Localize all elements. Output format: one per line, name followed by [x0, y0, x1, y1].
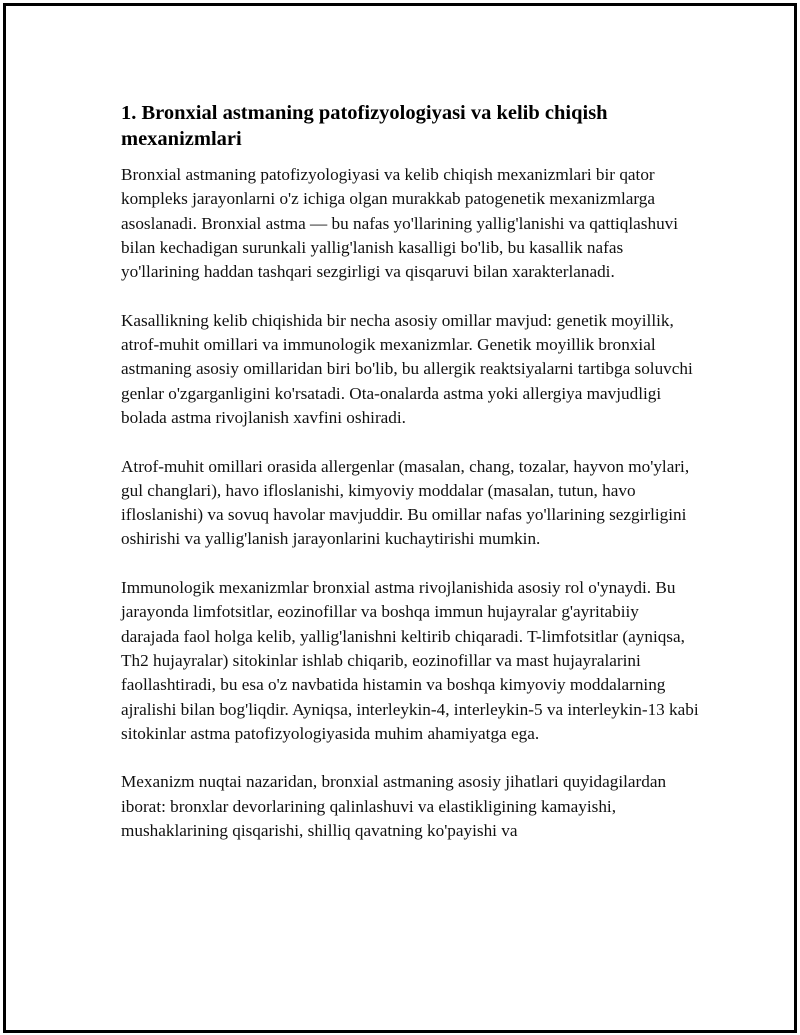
section-title: 1. Bronxial astmaning patofizyologiyasi va kelib chiqish mexanizmlari: [121, 102, 608, 150]
paragraph-2: Kasallikning kelib chiqishida bir necha asosiy omillar mavjud: genetik moyillik, atrof-muhit omillari va immunologik mexanizmlar. Genetik moyillik bronxial astmaning asosiy omillaridan biri bo'lib, bu allergik reaktsiyalarni tartibga soluvchi genlar o'zgarganligini ko'rsatadi. Ota-onalarda astma yoki allergiya mavjudligi bolada astma rivojlanish xavfini oshiradi.: [121, 310, 693, 427]
paragraph-5: Mexanizm nuqtai nazaridan, bronxial astmaning asosiy jihatlari quyidagilardan iborat: bronxlar devorlarining qalinlashuvi va elastikligining kamayishi, mushaklarining qisqarishi, shilliq qavatning ko'payishi va: [121, 772, 667, 841]
paragraph-1: Bronxial astmaning patofizyologiyasi va kelib chiqish mexanizmlari bir qator kompleks jarayonlarni o'z ichiga olgan murakkab patogenetik mexanizmlarga asoslanadi. Bronxial astma — bu nafas yo'llarining yallig'lanishi va qattiqlashuvi bilan kechadigan surunkali yallig'lanish kasalligi bo'lib, bu kasallik nafas yo'llarining haddan tashqari sezgirligi va qisqaruvi bilan xarakterlanadi.: [121, 165, 679, 282]
page-frame: [3, 3, 797, 1033]
paragraph-4: Immunologik mexanizmlar bronxial astma rivojlanishida asosiy rol o'ynaydi. Bu jarayonda limfotsitlar, eozinofillar va boshqa immun hujayralar g'ayritabiiy darajada faol holga kelib, yallig'lanishni keltirib chiqaradi. T-limfotsitlar (ayniqsa, Th2 hujayralar) sitokinlar ishlab chiqarib, eozinofillar va mast hujayralarini faollashtiradi, bu esa o'z navbatida histamin va boshqa kimyoviy moddalarning ajralishi bilan bog'liqdir. Ayniqsa, interleykin-4, interleykin-5 va interleykin-13 kabi sitokinlar astma patofizyologiyasida muhim ahamiyatga ega.: [121, 578, 699, 743]
paragraph-3: Atrof-muhit omillari orasida allergenlar (masalan, chang, tozalar, hayvon mo'ylari, gul changlari), havo ifloslanishi, kimyoviy moddalar (masalan, tutun, havo ifloslanishi) va sovuq havolar mavjuddir. Bu omillar nafas yo'llarining sezgirligini oshirishi va yallig'lanish jarayonlarini kuchaytirishi mumkin.: [121, 456, 690, 549]
document-body: [121, 100, 701, 868]
